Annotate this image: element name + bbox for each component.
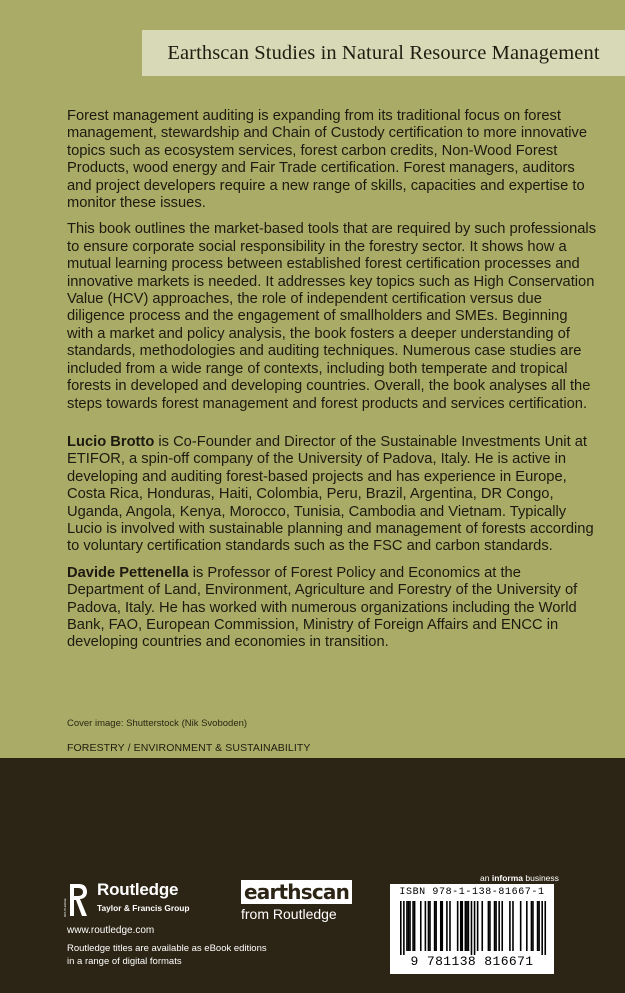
publisher-group: Taylor & Francis Group [97,903,190,913]
barcode-bar [409,901,411,951]
barcode-bar [414,901,416,951]
routledge-r-icon [63,880,89,918]
barcode-bar [449,901,451,951]
isbn-barcode [390,884,554,974]
description-paragraph: This book outlines the market-based tools that are required by such professionals to ensure corporate social responsibility in the forestry sector. It shows how a mutual learning process between established forest certification processes and innovative markets is needed. It addresses key topics such as High Conservation Value (HCV) approaches, the role of independent certification versus due diligence process and the engagement of smallholders and SMEs. Beginning with a market and policy analysis, the book fosters a deeper understanding of standards, methodologies and auditing techniques. Numerous case studies are included from a wide range of contexts, including both temperate and tropical forests in developed and developing countries. Overall, the book analyses all the steps towards forest management and forest products and services certification. [67,221,597,412]
series-title: Earthscan Studies in Natural Resource Management [167,41,600,64]
barcode-bar [520,901,522,951]
barcode-bar [441,901,443,951]
earthscan-logo [241,880,371,924]
barcode-bar [434,901,436,951]
barcode-bar [512,901,514,951]
barcode-bar [501,901,503,951]
barcode-bar [471,901,473,955]
barcode-bar [489,901,491,951]
barcode-bar [481,901,483,951]
barcode-bar [488,901,490,951]
barcode-bar [460,901,462,951]
publisher-url[interactable]: www.routledge.com [67,925,155,936]
description-paragraph: Forest management auditing is expanding from its traditional focus on forest management, stewardship and Chain of Custody certification to more innovative topics such as ecosystem services, forest carbon credits, Non-Wood Forest Products, wood energy and Fair Trade certification. Forest managers, auditors and project developers require a new range of skills, capacities and expertise to monitor these issues. [67,108,588,212]
barcode-bar [541,901,543,955]
author-name: Lucio Brotto [67,434,155,450]
barcode-bar [429,901,431,951]
barcode-bar [403,901,405,955]
barcode-bar [465,901,467,951]
book-description [67,108,597,422]
informa-brand: informa [491,873,523,883]
barcode-bar [446,901,448,951]
routledge-logo [63,878,207,920]
barcode-bar [477,901,479,951]
barcode-bar [509,901,511,951]
informa-prefix: an [480,873,492,883]
informa-business-tag [480,873,559,883]
subject-categories: FORESTRY / ENVIRONMENT & SUSTAINABILITY [67,742,311,754]
cover-image-credit: Cover image: Shutterstock (Nik Svoboden) [67,718,248,729]
ean-digits-text: 9 781138 816671 [410,954,534,969]
author-bios [67,434,597,661]
barcode-bar [420,901,422,951]
publisher-name: Routledge [97,880,179,899]
isbn-text: ISBN 978-1-138-81667-1 [399,887,545,898]
earthscan-from-routledge: from Routledge [241,906,337,922]
barcode-bar [440,901,442,951]
barcode-bar [474,901,476,955]
routledge-vertical-mark: ROUTLEDGE [63,898,67,917]
barcode-bar [498,901,500,951]
barcode-bar [531,901,533,951]
barcode-bar [537,901,539,951]
barcode-bar [425,901,427,951]
author-name: Davide Pettenella [67,564,189,581]
barcode-bar [468,901,470,951]
barcode-bar [400,901,402,955]
author-bio [67,434,597,556]
barcode-bar [466,901,468,951]
earthscan-wordmark: earthscan [241,880,352,904]
author-bio-text: is Co-Founder and Director of the Sustainable Investments Unit at ETIFOR, a spin-off company of the University of Padova, Italy. He is active in developing and auditing forest-based projects and has experience in Europe, Costa Rica, Honduras, Haiti, Colombia, Peru, Brazil, Argentina, DR Congo, Uganda, Angola, Kenya, Morocco, Tunisia, Cambodia and Vietnam. Typically Lucio is involved with sustainable planning and management of forests according to voluntary certification standards such as the FSC and carbon standards. [67,434,594,555]
barcode-bar [408,901,410,951]
ebook-note: Routledge titles are available as eBook editions in a range of digital formats [67,943,267,967]
barcode-bar [428,901,430,951]
barcode-bar [526,901,528,951]
barcode-bar [494,901,496,951]
barcode-bar [457,901,459,951]
barcode-bar [406,901,408,951]
barcode-bar [461,901,463,951]
barcode-graphic [400,901,546,955]
barcode-bar [412,901,414,951]
barcode-bar [495,901,497,951]
author-bio [67,565,597,652]
series-banner [142,30,625,76]
barcode-bar [544,901,546,955]
author-bio-text: is Professor of Forest Policy and Economics at the Department of Land, Environment, Agriculture and Forestry of the University of Padova, Italy. He has worked with numerous organizations including the World Bank, FAO, European Commission, Ministry of Foreign Affairs and ENCC in developing countries and economies in transition. [67,564,578,651]
barcode-bar [435,901,437,951]
barcode-bar [538,901,540,951]
informa-suffix: business [523,873,559,883]
barcode-bar [532,901,534,951]
